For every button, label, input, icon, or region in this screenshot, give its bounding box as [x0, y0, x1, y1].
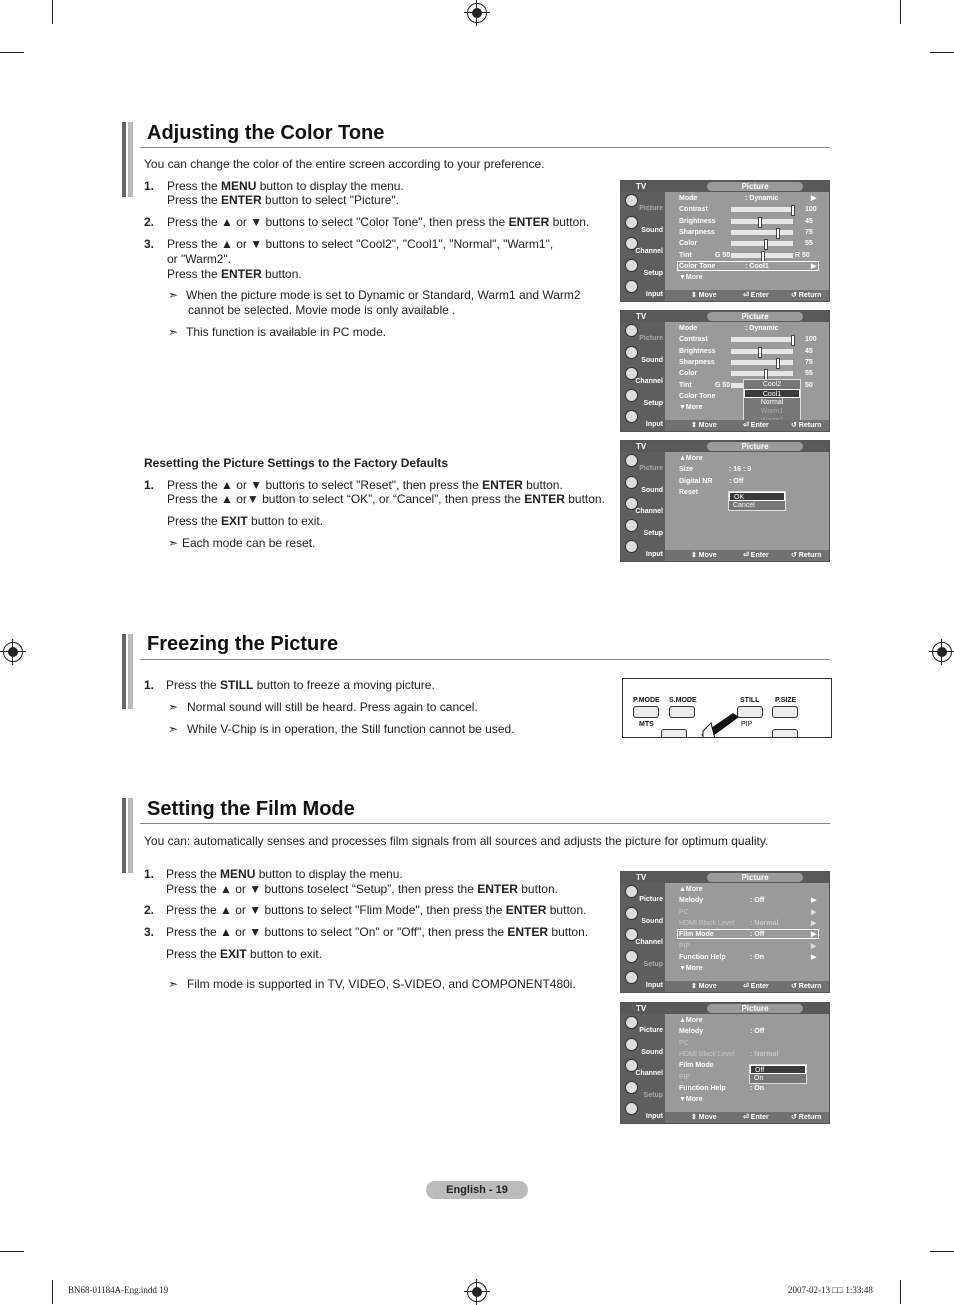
osd-arrow-icon: ▶ — [811, 897, 817, 905]
remote-button-smode — [669, 706, 695, 718]
crop-mark — [52, 0, 53, 24]
osd-sidebar-item — [621, 365, 665, 386]
osd-category-icon — [625, 1038, 638, 1051]
osd-category-icon — [625, 1016, 638, 1029]
osd-category-icon — [625, 324, 638, 337]
osd-sidebar — [621, 192, 665, 301]
step-number: 2. — [144, 215, 155, 229]
note-text: Normal sound will still be heard. Press again to cancel. — [187, 700, 478, 714]
remote-button-pmode — [633, 706, 659, 718]
osd-sidebar-label: Channel — [635, 248, 663, 255]
osd-row-label: HDMI Black Level — [679, 1050, 735, 1058]
osd-title: Picture — [707, 442, 803, 451]
osd-row-label: Reset — [679, 488, 699, 496]
osd-title: Picture — [707, 312, 803, 321]
osd-sidebar-label: Picture — [639, 335, 663, 342]
osd-sidebar-item — [621, 452, 665, 473]
section-bar — [128, 634, 133, 709]
osd-sidebar-item — [621, 1079, 665, 1100]
osd-sidebar-item — [621, 322, 665, 343]
section-bar — [128, 122, 133, 197]
osd-row-number: 100 — [805, 206, 817, 214]
osd-slider — [731, 337, 793, 342]
osd-row-label: Film Mode — [679, 1062, 714, 1070]
osd-row-label: PC — [679, 908, 689, 916]
osd-category-icon — [625, 540, 638, 553]
osd-row-label: PIP — [679, 1073, 691, 1081]
osd-sidebar-item — [621, 344, 665, 365]
osd-row-label: Color — [679, 240, 698, 248]
osd-row-label: Tint — [679, 381, 692, 389]
osd-sidebar — [621, 452, 665, 561]
osd-slider-knob — [776, 228, 780, 239]
osd-source-label: TV — [636, 312, 647, 321]
osd-row-label: Size — [679, 466, 694, 474]
note-arrow-icon: ➣ — [168, 288, 179, 302]
osd-move-hint: ⇕ Move — [691, 983, 717, 990]
osd-row-label: Function Help — [679, 1084, 726, 1092]
crop-mark — [900, 0, 901, 24]
osd-row-value: : Off — [750, 931, 765, 939]
osd-sidebar-label: Input — [645, 291, 663, 298]
osd-sidebar-item — [621, 1014, 665, 1035]
step-text: Press the ▲ or ▼ buttons toselect “Setup”, then press the ENTER button. — [166, 882, 558, 896]
osd-sidebar-item — [621, 905, 665, 926]
osd-sidebar-item — [621, 214, 665, 235]
step-text: Press the EXIT button to exit. — [167, 514, 324, 528]
osd-row-label: Contrast — [679, 206, 708, 214]
remote-button-label: MTS — [639, 721, 654, 728]
registration-mark-icon — [467, 1282, 487, 1302]
osd-row-label: Brightness — [679, 217, 716, 225]
osd-row-label: PIP — [679, 942, 691, 950]
osd-selection-highlight — [677, 929, 819, 939]
osd-sidebar-label: Setup — [643, 960, 663, 968]
remote-button — [661, 729, 687, 738]
osd-arrow-icon: ▶ — [811, 931, 817, 939]
osd-arrow-icon: ▶ — [811, 908, 817, 916]
osd-sidebar-item — [621, 969, 665, 990]
osd-sidebar-label: Channel — [635, 1070, 663, 1077]
remote-button-psize — [772, 706, 798, 718]
osd-popup-option: Cool2 — [762, 381, 782, 388]
osd-source-label: TV — [636, 442, 647, 451]
osd-category-icon — [625, 194, 638, 207]
osd-source-label: TV — [636, 182, 647, 191]
step-text: Press the ENTER button to select "Picture". — [167, 193, 399, 207]
osd-category-icon — [625, 476, 638, 489]
osd-row-label: Color Tone — [679, 262, 716, 270]
osd-row-number: G 50 — [715, 381, 731, 389]
remote-button-label: PIP — [741, 721, 753, 728]
osd-footer — [665, 981, 829, 992]
osd-enter-hint: ⏎ Enter — [743, 1114, 769, 1121]
osd-header — [621, 441, 829, 452]
osd-popup-option: Normal — [760, 399, 784, 406]
osd-sidebar-label: Sound — [641, 917, 663, 925]
osd-source-label: TV — [636, 873, 647, 882]
step-text: Press the ▲ or▼ button to select “OK”, or “Cancel”, then press the ENTER button. — [167, 492, 605, 506]
page-number-badge: English - 19 — [426, 1181, 528, 1199]
osd-list — [665, 452, 829, 552]
crop-mark — [900, 1280, 901, 1304]
osd-sidebar-label: Sound — [641, 356, 663, 364]
osd-sidebar-item — [621, 1057, 665, 1078]
osd-row-label: ▲More — [679, 886, 703, 893]
osd-row-number: 55 — [805, 240, 813, 248]
osd-sidebar-label: Channel — [635, 508, 663, 515]
osd-row-number: 50 — [805, 381, 813, 389]
osd-sidebar-item — [621, 1100, 665, 1121]
section-rule — [140, 823, 830, 824]
section-bar — [128, 798, 133, 873]
section-intro: You can change the color of the entire screen according to your preference. — [144, 157, 545, 171]
osd-sidebar-label: Setup — [643, 399, 663, 407]
osd-row-value: : Normal — [750, 1050, 779, 1058]
osd-return-hint: ↺ Return — [791, 552, 822, 559]
osd-sidebar-item — [621, 257, 665, 278]
osd-row-number: 75 — [805, 228, 813, 236]
osd-sidebar-label: Sound — [641, 1048, 663, 1056]
osd-popup-option: Warm1 — [760, 408, 784, 415]
osd-return-hint: ↺ Return — [791, 422, 822, 429]
osd-row-value: : Cool1 — [745, 262, 769, 270]
osd-sidebar-item — [621, 1036, 665, 1057]
subheading: Resetting the Picture Settings to the Factory Defaults — [144, 456, 449, 470]
osd-footer — [665, 290, 829, 301]
osd-sidebar-item — [621, 926, 665, 947]
osd-row-label: Sharpness — [679, 358, 715, 366]
osd-sidebar-label: Channel — [635, 378, 663, 385]
remote-button-label: STILL — [740, 697, 760, 704]
osd-list — [665, 1014, 829, 1114]
osd-selection-highlight — [677, 261, 819, 271]
osd-sidebar-item — [621, 883, 665, 904]
osd-sidebar-label: Input — [645, 1113, 663, 1120]
step-text: Press the MENU button to display the menu. — [166, 867, 403, 881]
osd-move-hint: ⇕ Move — [691, 292, 717, 299]
osd-row-label: Film Mode — [679, 931, 714, 939]
file-slug: BN68-01184A-Eng.indd 19 — [68, 1285, 169, 1295]
step-text: Press the EXIT button to exit. — [166, 947, 323, 961]
osd-sidebar-label: Picture — [639, 205, 663, 212]
section-title: Setting the Film Mode — [147, 798, 355, 820]
step-number: 1. — [144, 867, 155, 881]
osd-footer — [665, 420, 829, 431]
remote-button-label: P.SIZE — [775, 697, 797, 704]
osd-row-label: Melody — [679, 897, 704, 905]
step-text: Press the ENTER button. — [167, 267, 302, 281]
osd-return-hint: ↺ Return — [791, 1114, 822, 1121]
osd-row-value: : Off — [750, 897, 765, 905]
tv-menu-screenshot — [620, 1002, 830, 1124]
osd-row-label: HDMI Black Level — [679, 919, 735, 927]
osd-category-icon — [625, 410, 638, 423]
osd-row-label: Mode — [679, 325, 698, 332]
osd-row-label: Mode — [679, 195, 698, 202]
osd-header — [621, 1003, 829, 1014]
osd-arrow-icon: ▶ — [811, 953, 817, 961]
osd-category-icon — [625, 346, 638, 359]
osd-slider — [731, 349, 793, 354]
note-text: Each mode can be reset. — [182, 536, 316, 550]
osd-category-icon — [625, 950, 638, 963]
osd-popup-option: Cool1 — [744, 389, 800, 398]
osd-row-label: Color — [679, 370, 698, 378]
osd-sidebar-item — [621, 495, 665, 516]
osd-sidebar — [621, 883, 665, 992]
section-intro: You can: automatically senses and processes film signals from all sources and adjusts the picture for optimum quality. — [144, 834, 769, 848]
crop-mark — [52, 1280, 53, 1304]
osd-row-label: Contrast — [679, 336, 708, 344]
section-rule — [140, 147, 830, 148]
osd-sidebar-label: Input — [645, 551, 663, 558]
osd-header — [621, 181, 829, 192]
crop-mark — [0, 1251, 24, 1252]
step-text: Press the ▲ or ▼ buttons to select "Color Tone", then press the ENTER button. — [167, 215, 590, 229]
osd-footer — [665, 1112, 829, 1123]
osd-row-number: 75 — [805, 358, 813, 366]
osd-category-icon — [625, 389, 638, 402]
osd-slider-knob — [758, 347, 762, 358]
osd-title: Picture — [707, 873, 803, 882]
osd-category-icon — [625, 280, 638, 293]
osd-sidebar — [621, 322, 665, 431]
osd-popup — [743, 379, 801, 426]
osd-return-hint: ↺ Return — [791, 292, 822, 299]
osd-sidebar-item — [621, 948, 665, 969]
note-text: When the picture mode is set to Dynamic or Standard, Warm1 and Warm2 — [186, 288, 581, 302]
osd-row-label: ▲More — [679, 455, 703, 462]
osd-source-label: TV — [636, 1004, 647, 1013]
osd-slider-knob — [791, 205, 795, 216]
note-text: This function is available in PC mode. — [186, 325, 387, 339]
note-arrow-icon: ➣ — [168, 325, 179, 339]
osd-arrow-icon: ▶ — [811, 942, 817, 950]
note-arrow-icon: ➣ — [168, 722, 179, 736]
registration-mark-icon — [932, 642, 952, 662]
section-bar — [122, 798, 126, 873]
step-number: 1. — [144, 678, 155, 692]
registration-mark-icon — [3, 642, 23, 662]
osd-row-value: : Off — [750, 1028, 765, 1036]
osd-row-number: G 50 — [715, 251, 731, 259]
section-title: Freezing the Picture — [147, 633, 339, 655]
osd-sidebar-label: Channel — [635, 939, 663, 946]
section-rule — [140, 659, 830, 660]
osd-sidebar-item — [621, 517, 665, 538]
osd-row-value: : Dynamic — [745, 325, 779, 332]
osd-slider — [731, 219, 793, 224]
osd-popup-option: OK — [729, 492, 785, 501]
osd-popup — [728, 491, 786, 511]
step-text: Press the ▲ or ▼ buttons to select "Flim Mode", then press the ENTER button. — [166, 903, 587, 917]
osd-slider — [731, 253, 793, 258]
osd-move-hint: ⇕ Move — [691, 1114, 717, 1121]
osd-move-hint: ⇕ Move — [691, 552, 717, 559]
osd-header — [621, 311, 829, 322]
tv-menu-screenshot — [620, 180, 830, 302]
osd-row-label: Sharpness — [679, 228, 715, 236]
osd-row-label: ▼More — [679, 965, 703, 973]
osd-slider — [731, 360, 793, 365]
osd-list — [665, 322, 829, 422]
osd-row-label: Melody — [679, 1028, 704, 1036]
osd-sidebar-label: Picture — [639, 1027, 663, 1034]
osd-enter-hint: ⏎ Enter — [743, 292, 769, 299]
osd-row-label: Tint — [679, 251, 692, 259]
osd-return-hint: ↺ Return — [791, 983, 822, 990]
pointer-hand-icon — [693, 709, 753, 738]
osd-category-icon — [625, 885, 638, 898]
osd-move-hint: ⇕ Move — [691, 422, 717, 429]
osd-category-icon — [625, 1102, 638, 1115]
step-text: Press the ▲ or ▼ buttons to select "On" or "Off", then press the ENTER button. — [166, 925, 589, 939]
osd-sidebar-item — [621, 408, 665, 429]
osd-row-label: ▼More — [679, 1096, 703, 1104]
crop-mark — [0, 52, 24, 53]
osd-row-number: 100 — [805, 336, 817, 344]
note-text: cannot be selected. Movie mode is only available . — [188, 303, 456, 317]
osd-sidebar-label: Input — [645, 982, 663, 989]
crop-mark — [930, 1251, 954, 1252]
remote-control-illustration — [622, 678, 832, 738]
osd-popup-option: On — [754, 1075, 764, 1082]
osd-sidebar-label: Setup — [643, 529, 663, 537]
osd-row-label: Brightness — [679, 347, 716, 355]
note-arrow-icon: ➣ — [168, 700, 179, 714]
osd-sidebar-label: Setup — [643, 1091, 663, 1099]
note-text: Film mode is supported in TV, VIDEO, S-VIDEO, and COMPONENT480i. — [187, 977, 576, 991]
osd-arrow-icon: ▶ — [811, 919, 817, 927]
osd-sidebar-label: Sound — [641, 486, 663, 494]
osd-sidebar-item — [621, 235, 665, 256]
osd-row-value: : Off — [729, 477, 744, 485]
osd-category-icon — [625, 907, 638, 920]
osd-slider — [731, 241, 793, 246]
osd-row-number: 45 — [805, 347, 813, 355]
section-title: Adjusting the Color Tone — [147, 122, 385, 144]
osd-slider — [731, 230, 793, 235]
osd-row-label: Function Help — [679, 953, 726, 961]
osd-sidebar-item — [621, 387, 665, 408]
step-number: 3. — [144, 925, 155, 939]
osd-footer — [665, 550, 829, 561]
osd-enter-hint: ⏎ Enter — [743, 983, 769, 990]
osd-row-number: 45 — [805, 217, 813, 225]
osd-slider — [731, 207, 793, 212]
osd-slider-knob — [791, 335, 795, 346]
osd-category-icon — [625, 259, 638, 272]
osd-category-icon — [625, 454, 638, 467]
osd-sidebar-item — [621, 474, 665, 495]
step-text: Press the STILL button to freeze a moving picture. — [166, 678, 435, 692]
osd-arrow-icon: ▶ — [811, 195, 817, 202]
osd-list — [665, 192, 829, 292]
osd-row-value: : Normal — [750, 919, 779, 927]
section-bar — [122, 122, 126, 197]
osd-sidebar-label: Sound — [641, 226, 663, 234]
step-text: or "Warm2". — [167, 252, 232, 266]
osd-popup-option: Off — [750, 1065, 806, 1074]
osd-row-number: 55 — [805, 370, 813, 378]
osd-category-icon — [625, 519, 638, 532]
osd-row-label: ▼More — [679, 274, 703, 282]
osd-popup — [749, 1064, 807, 1084]
osd-slider-knob — [758, 217, 762, 228]
tv-menu-screenshot — [620, 440, 830, 562]
remote-button-label: P.MODE — [633, 697, 660, 704]
osd-title: Picture — [707, 1004, 803, 1013]
note-arrow-icon: ➣ — [168, 536, 179, 550]
note-arrow-icon: ➣ — [168, 977, 179, 991]
step-number: 2. — [144, 903, 155, 917]
osd-row-label: PC — [679, 1039, 689, 1047]
osd-row-label: Digital NR — [679, 477, 713, 485]
osd-row-value: : Dynamic — [745, 195, 779, 202]
osd-list — [665, 883, 829, 983]
osd-row-label: ▲More — [679, 1017, 703, 1024]
crop-mark — [930, 52, 954, 53]
osd-category-icon — [625, 971, 638, 984]
osd-row-label: Color Tone — [679, 392, 716, 400]
osd-enter-hint: ⏎ Enter — [743, 422, 769, 429]
step-text: Press the ▲ or ▼ buttons to select "Reset", then press the ENTER button. — [167, 478, 563, 492]
osd-row-number: R 50 — [795, 251, 810, 259]
osd-sidebar-item — [621, 538, 665, 559]
osd-popup-option: Cancel — [733, 502, 755, 509]
step-number: 1. — [144, 478, 155, 492]
step-number: 3. — [144, 237, 155, 251]
tv-menu-screenshot — [620, 871, 830, 993]
osd-sidebar-label: Picture — [639, 896, 663, 903]
osd-category-icon — [625, 1081, 638, 1094]
osd-row-label: ▼More — [679, 404, 703, 412]
step-text: Press the MENU button to display the menu. — [167, 179, 404, 193]
osd-sidebar-item — [621, 278, 665, 299]
osd-sidebar-label: Input — [645, 421, 663, 428]
section-bar — [122, 634, 126, 709]
tv-menu-screenshot — [620, 310, 830, 432]
osd-title: Picture — [707, 182, 803, 191]
registration-mark-icon — [467, 3, 487, 23]
osd-slider — [731, 371, 793, 376]
osd-header — [621, 872, 829, 883]
osd-row-value: : 16 : 9 — [729, 466, 752, 474]
osd-sidebar — [621, 1014, 665, 1123]
remote-button-up — [772, 729, 798, 738]
note-text: While V-Chip is in operation, the Still function cannot be used. — [187, 722, 515, 736]
osd-slider-knob — [764, 239, 768, 250]
osd-sidebar-label: Setup — [643, 269, 663, 277]
step-number: 1. — [144, 179, 155, 193]
osd-arrow-icon: ▶ — [811, 262, 817, 270]
osd-sidebar-item — [621, 192, 665, 213]
date-slug: 2007-02-13 □□ 1:33:48 — [788, 1285, 873, 1295]
step-text: Press the ▲ or ▼ buttons to select "Cool2", "Cool1", "Normal", "Warm1", — [167, 237, 554, 251]
osd-enter-hint: ⏎ Enter — [743, 552, 769, 559]
osd-sidebar-label: Picture — [639, 465, 663, 472]
osd-row-value: : On — [750, 953, 764, 961]
osd-slider-knob — [776, 358, 780, 369]
osd-row-value: : On — [750, 1084, 764, 1092]
osd-category-icon — [625, 216, 638, 229]
remote-button-label: S.MODE — [669, 697, 697, 704]
